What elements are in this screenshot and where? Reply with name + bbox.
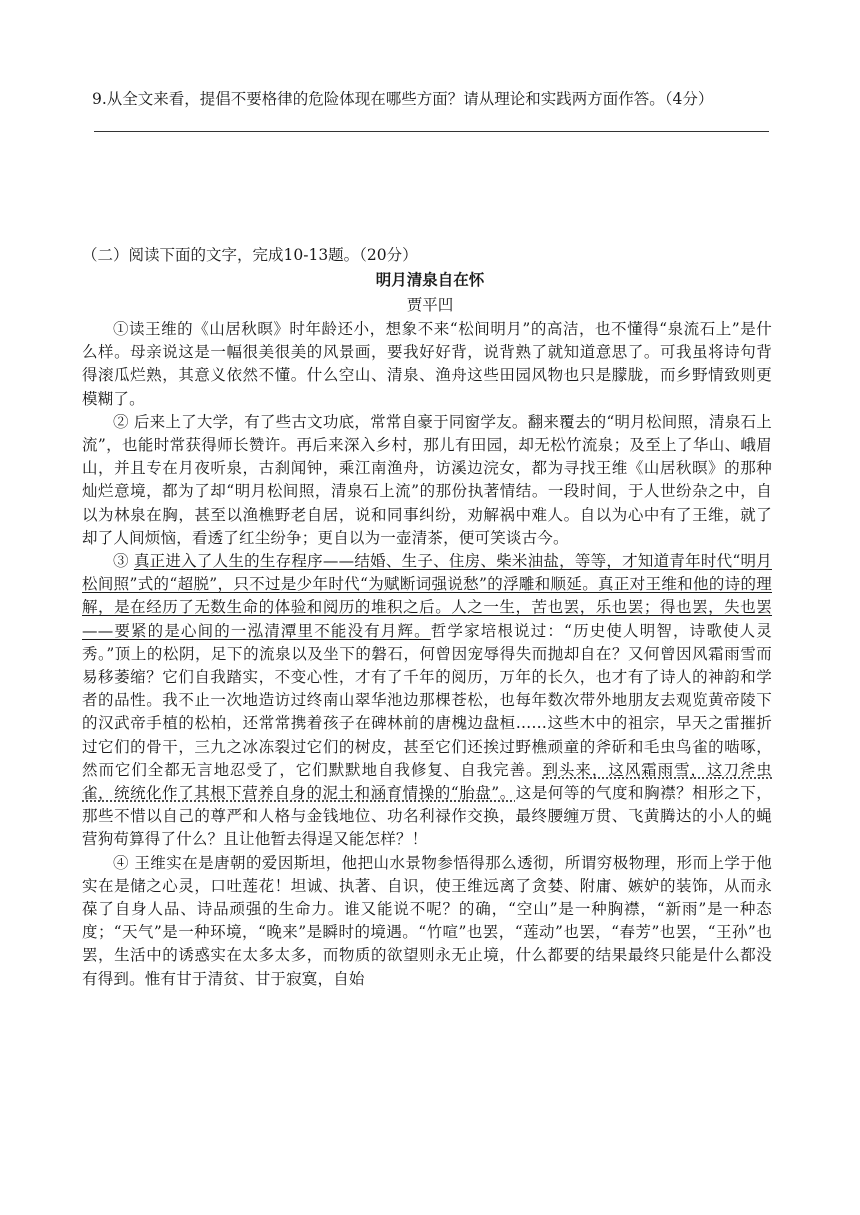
article-title: 明月清泉自在怀 — [375, 271, 485, 289]
paragraph-3 — [82, 550, 772, 852]
paragraph-2: ② 后来上了大学，有了些古文功底，常常自豪于同窗学友。翻来覆去的“明月松间照，清泉石上流”，也能时常获得师长赞许。再后来深入乡村，那儿有田园，却无松竹流泉；及至上了华山、峨眉山，并且专在月夜听泉，古刹闻钟，乘江南渔舟，访溪边浣女，都为寻找王维《山居秋暝》的那种灿烂意境，都为了却“明月松间照，清泉石上流”的那份执著情结。一段时间，于人世纷杂之中，自以为林泉在胸，甚至以渔樵野老自居，说和同事纠纷，劝解祸中难人。自以为心中有了王维，就了却了人间烦恼，看透了红尘纷争；更自以为一壶清茶，便可笑谈古今。 — [82, 412, 772, 547]
paragraph-1: ①读王维的《山居秋暝》时年龄还小，想象不来“松间明月”的高洁，也不懂得“泉流石上”是什么样。母亲说这是一幅很美很美的风景画，要我好好背，说背熟了就知道意思了。可我虽将诗句背得滚瓜烂熟，其意义依然不懂。什么空山、清泉、渔舟这些田园风物也只是朦胧，而乡野情致则更模糊了。 — [82, 320, 772, 408]
paragraph-3-middle: 哲学家培根说过：“历史使人明智，诗歌使人灵秀。”顶上的松阴，足下的流泉以及坐下的磐石，何曾因宠辱得失而抛却自在？又何曾因风霜雨雪而易移萎缩？它们自我踏实，不变心性，才有了千年的阅历，万年的长久，也才有了诗人的神韵和学者的品性。我不止一次地造访过终南山翠华池边那棵苍松，也每年数次带外地朋友去观览黄帝陵下的汉武帝手植的松柏，还常常携着孩子在碑林前的唐槐边盘桓……这些木中的祖宗，早天之雷摧折过它们的骨干，三九之冰冻裂过它们的树皮，甚至它们还挨过野樵顽童的斧斫和毛虫鸟雀的啮啄，然而它们全都无言地忍受了，它们默默地自我修复、自我完善。 — [82, 621, 772, 779]
dotted-underlined-passage: 到头来，这风霜雨雪，这刀斧虫雀，统统化作了其根下营养自身的泥土和涵育情操的“胎盘”。 — [82, 760, 772, 803]
paragraph-3-end: 这是何等的气度和胸襟？相形之下，那些不惜以自己的尊严和人格与金钱地位、功名利禄作交换，最终腰缠万贯、飞黄腾达的小人的蝇营狗苟算得了什么？且让他暂去得逞又能怎样？！ — [82, 784, 773, 849]
article-body — [82, 318, 772, 991]
answer-line[interactable] — [94, 131, 769, 132]
paragraph-4: ④ 王维实在是唐朝的爱因斯坦，他把山水景物参悟得那么透彻，所谓穷极物理，形而上学于他实在是储之心灵，口吐莲花！坦诚、执著、自识，使王维远离了贪婪、附庸、嫉妒的装饰，从而永葆了自身人品、诗品顽强的生命力。谁又能说不呢？的确，“空山”是一种胸襟，“新雨”是一种态度；“天气”是一种环境，“晚来”是瞬时的境遇。“竹喧”也罢，“莲动”也罢，“春芳”也罢，“王孙”也罢，生活中的诱惑实在太多太多，而物质的欲望则永无止境，什么都要的结果最终只能是什么都没有得到。惟有甘于清贫、甘于寂寞，自始 — [82, 853, 772, 988]
article-author: 贾平凹 — [406, 296, 454, 314]
section-header: （二）阅读下面的文字，完成10-13题。（20分） — [82, 246, 418, 264]
paragraph-3-number: ③ — [113, 552, 134, 571]
underlined-passage: 真正进入了人生的生存程序——结婚、生子、住房、柴米油盐，等等，才知道青年时代“明月松间照”式的“超脱”，只不过是少年时代“为赋断词强说愁”的浮雕和顺延。真正对王维和他的诗的理解，是在经历了无数生命的体验和阅历的堆积之后。人之一生，苦也罢，乐也罢；得也罢，失也罢——要紧的是心间的一泓清潭里不能没有月辉。 — [82, 552, 772, 640]
question-9: 9.从全文来看，提倡不要格律的危险体现在哪些方面？请从理论和实践两方面作答。（4分） — [92, 90, 714, 108]
